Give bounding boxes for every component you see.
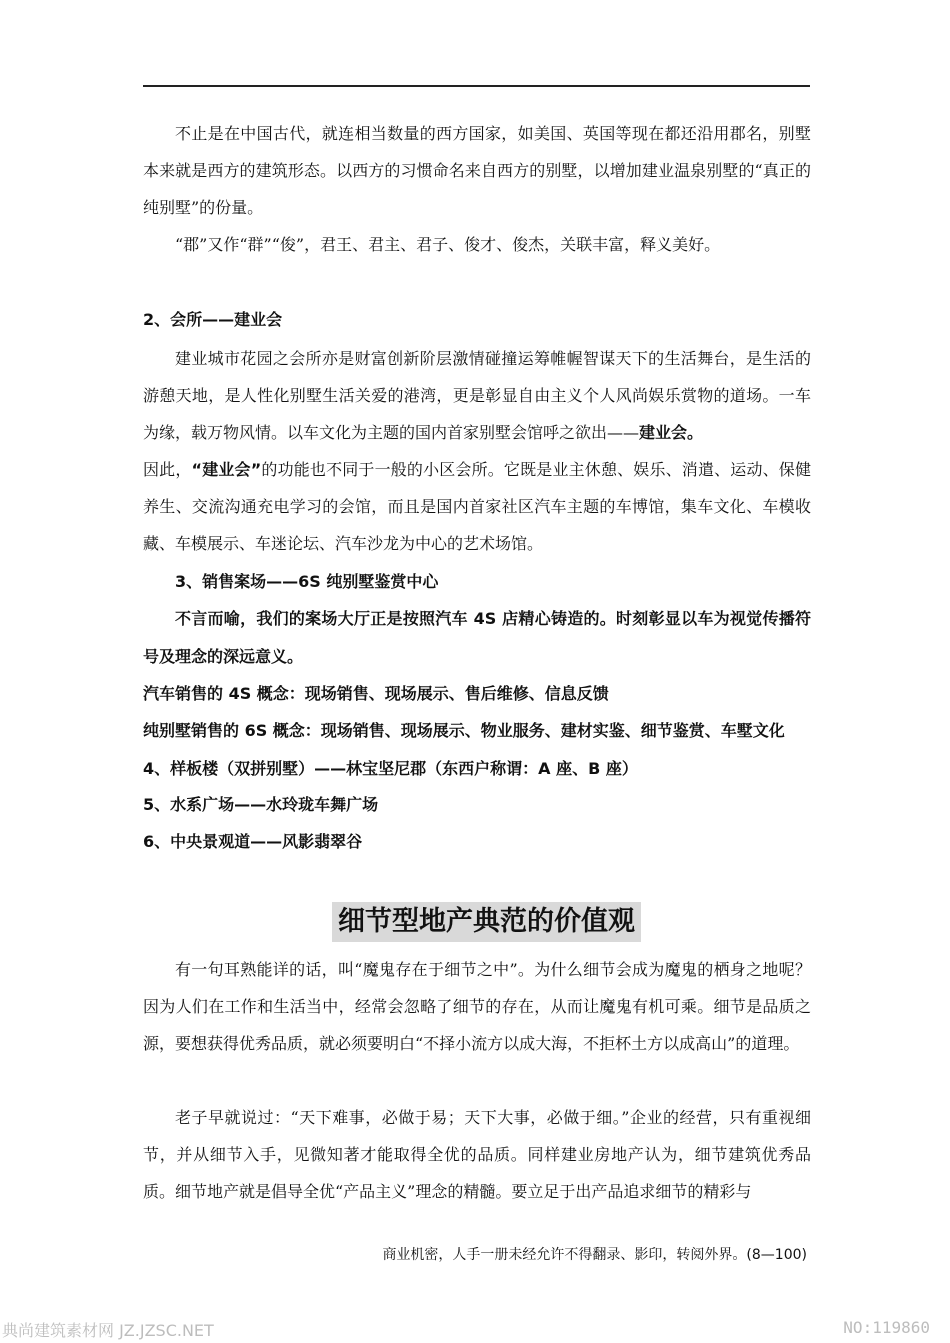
concept-4s-line: 汽车销售的 4S 概念：现场销售、现场展示、售后维修、信息反馈 — [143, 684, 609, 703]
club-function-paragraph — [143, 451, 811, 562]
detail-paragraph-2: 老子早就说过：“天下难事，必做于易；天下大事，必做于细。”企业的经营，只有重视细节，并从细节入手，见微知著才能取得全优的品质。同样建业房地产认为，细节建筑优秀品质。细节地产就是倡导全优“产品主义”理念的精髓。要立足于出产品追求细节的精彩与 — [143, 1108, 811, 1201]
section-3-heading: 3、销售案场——6S 纯别墅鉴赏中心 — [175, 572, 439, 591]
watermark-site: 典尚建筑素材网 JZ.JZSC.NET — [2, 1321, 214, 1340]
club-name-bold: 建业会。 — [639, 423, 704, 442]
section-title: 细节型地产典范的价值观 — [332, 902, 641, 942]
section-2-body — [143, 340, 811, 451]
item-4-heading: 4、样板楼（双拼别墅）——林宝坚尼郡（东西户称谓：A 座、B 座） — [143, 759, 638, 778]
concept-6s-line: 纯别墅销售的 6S 概念：现场销售、现场展示、物业服务、建材实鉴、细节鉴赏、车墅文化 — [143, 721, 785, 740]
club-function-bold: “建业会” — [191, 460, 262, 479]
header-rule — [143, 85, 810, 87]
detail-paragraph-1: 有一句耳熟能详的话，叫“魔鬼存在于细节之中”。为什么细节会成为魔鬼的栖身之地呢？因为人们在工作和生活当中，经常会忽略了细节的存在，从而让魔鬼有机可乘。细节是品质之源，要想获得优秀品质，就必须要明白“不择小流方以成大海，不拒杯土方以成高山”的道理。 — [143, 960, 811, 1053]
watermark-number: NO:119860 — [843, 1318, 930, 1337]
club-function-text: 的功能也不同于一般的小区会所。它既是业主休憩、娱乐、消遣、运动、保健养生、交流沟通充电学习的会馆，而且是国内首家社区汽车主题的车博馆，集车文化、车模收藏、车模展示、车迷论坛、汽车沙龙为中心的艺术场馆。 — [143, 460, 811, 553]
section-3-body: 不言而喻，我们的案场大厅正是按照汽车 4S 店精心铸造的。时刻彰显以车为视觉传播符号及理念的深远意义。 — [143, 609, 811, 666]
club-function-lead: 因此， — [143, 460, 192, 479]
jun-meaning-paragraph: “郡”又作“群”“俊”，君王、君主、君子、俊才、俊杰，关联丰富，释义美好。 — [175, 235, 721, 254]
section-2-body-text: 建业城市花园之会所亦是财富创新阶层激情碰撞运筹帷幄智谋天下的生活舞台，是生活的游憩天地，是人性化别墅生活关爱的港湾，更是彰显自由主义个人风尚娱乐赏物的道场。一车为缘，载万物风情。以车文化为主题的国内首家别墅会馆呼之欲出—— — [143, 349, 811, 442]
item-6-heading: 6、中央景观道——风影翡翠谷 — [143, 832, 363, 851]
item-5-heading: 5、水系广场——水玲珑车舞广场 — [143, 795, 379, 814]
section-2-heading: 2、会所——建业会 — [143, 310, 283, 329]
intro-paragraph: 不止是在中国古代，就连相当数量的西方国家，如美国、英国等现在都还沿用郡名，别墅本来就是西方的建筑形态。以西方的习惯命名来自西方的别墅，以增加建业温泉别墅的“真正的纯别墅”的份量。 — [143, 124, 811, 217]
confidential-footer: 商业机密，人手一册未经允许不得翻录、影印，转阅外界。(8—100) — [382, 1247, 807, 1263]
